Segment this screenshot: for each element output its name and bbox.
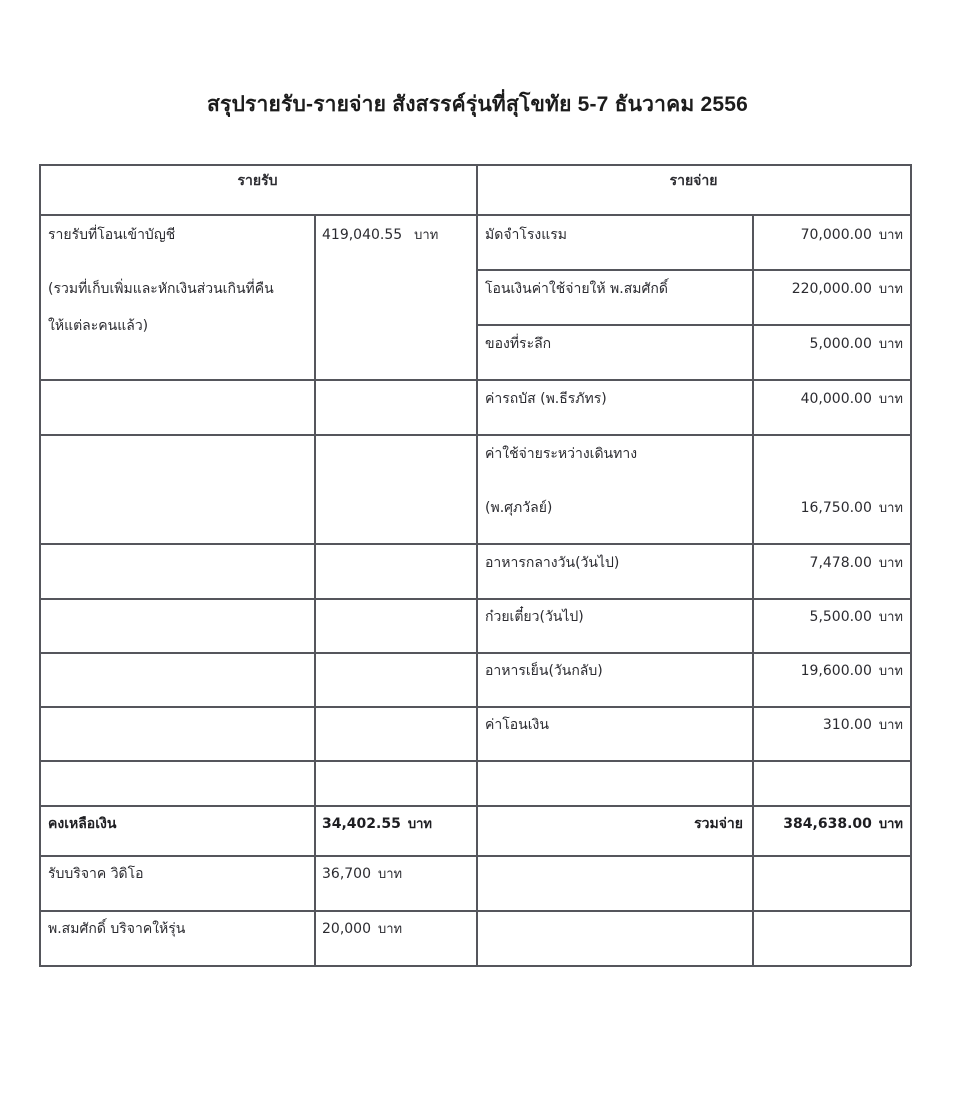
expense-item-label: ของที่ระลึก (485, 336, 552, 352)
expense-item-amount (753, 608, 903, 627)
amount-value: 16,750.00 (800, 500, 872, 516)
currency-unit: บาท (878, 817, 903, 832)
donation-amount (322, 920, 402, 939)
expense-item-amount (753, 716, 903, 735)
expense-item-amount (753, 335, 903, 354)
expense-item-amount (753, 499, 903, 518)
currency-unit: บาท (878, 228, 903, 243)
column-divider (752, 214, 754, 966)
row-divider (39, 434, 911, 436)
row-divider (39, 652, 911, 654)
currency-unit: บาท (878, 282, 903, 297)
row-divider (39, 598, 911, 600)
income-expense-table (39, 164, 911, 966)
donation-amount (322, 865, 402, 884)
amount-value: 384,638.00 (783, 816, 872, 832)
document-title: สรุปรายรับ-รายจ่าย สังสรรค์รุ่นที่สุโขทัย 5-7 ธันวาคม 2556 (206, 93, 748, 116)
row-divider (39, 760, 911, 762)
balance-amount (322, 815, 432, 834)
income-item-amount (322, 226, 438, 245)
column-divider (314, 214, 316, 966)
amount-value: 20,000 (322, 921, 371, 937)
expense-item-label: อาหารเย็น(วันกลับ) (485, 663, 603, 679)
amount-value: 19,600.00 (800, 663, 872, 679)
balance-label: คงเหลือเงิน (48, 816, 117, 832)
row-divider (476, 269, 911, 271)
expense-item-label-line2: (พ.ศุภวัลย์) (485, 500, 553, 516)
donation-label: พ.สมศักดิ์ บริจาคให้รุ่น (48, 921, 186, 937)
expense-item-amount (753, 390, 903, 409)
expense-header: รายจ่าย (669, 173, 718, 189)
table-border-bottom (39, 965, 911, 967)
table-border-left (39, 164, 41, 966)
row-divider (39, 543, 911, 545)
amount-value: 40,000.00 (800, 391, 872, 407)
income-header: รายรับ (237, 173, 278, 189)
currency-unit: บาท (878, 556, 903, 571)
row-divider (39, 214, 911, 216)
expense-item-amount (753, 226, 903, 245)
currency-unit: บาท (878, 610, 903, 625)
currency-unit: บาท (378, 867, 403, 882)
income-item-label: รายรับที่โอนเข้าบัญชี (48, 227, 176, 243)
row-divider (476, 324, 911, 326)
expense-item-label: ค่าโอนเงิน (485, 717, 549, 733)
currency-unit: บาท (414, 228, 439, 243)
amount-value: 7,478.00 (809, 555, 872, 571)
total-expense-amount (753, 815, 903, 834)
currency-unit: บาท (878, 501, 903, 516)
currency-unit: บาท (878, 718, 903, 733)
income-item-note: ให้แต่ละคนแล้ว) (48, 318, 149, 334)
row-divider (39, 910, 911, 912)
row-divider (39, 805, 911, 807)
currency-unit: บาท (878, 392, 903, 407)
expense-item-amount (753, 554, 903, 573)
table-border-top (39, 164, 911, 166)
currency-unit: บาท (878, 337, 903, 352)
row-divider (39, 855, 911, 857)
donation-label: รับบริจาค วิดิโอ (48, 866, 144, 882)
amount-value: 419,040.55 (322, 227, 403, 243)
currency-unit: บาท (878, 664, 903, 679)
expense-item-label: โอนเงินค่าใช้จ่ายให้ พ.สมศักดิ์ (485, 281, 668, 297)
currency-unit: บาท (378, 922, 403, 937)
expense-item-amount (753, 280, 903, 299)
amount-value: 5,500.00 (809, 609, 872, 625)
row-divider (39, 706, 911, 708)
amount-value: 310.00 (822, 717, 872, 733)
row-divider (39, 379, 911, 381)
expense-item-label: ค่าใช้จ่ายระหว่างเดินทาง (485, 446, 638, 462)
income-item-note: (รวมที่เก็บเพิ่มและหักเงินส่วนเกินที่คืน (48, 281, 274, 297)
expense-item-amount (753, 662, 903, 681)
currency-unit: บาท (407, 817, 432, 832)
total-expense-label: รวมจ่าย (694, 816, 743, 832)
amount-value: 220,000.00 (791, 281, 872, 297)
expense-item-label: ค่ารถบัส (พ.ธีรภัทร) (485, 391, 607, 407)
amount-value: 34,402.55 (322, 816, 401, 832)
expense-item-label: ก๋วยเตี๋ยว(วันไป) (485, 609, 584, 625)
expense-item-label: อาหารกลางวัน(วันไป) (485, 555, 620, 571)
table-border-right (910, 164, 912, 966)
amount-value: 70,000.00 (800, 227, 872, 243)
expense-item-label: มัดจำโรงแรม (485, 227, 568, 243)
section-divider (476, 164, 478, 966)
amount-value: 36,700 (322, 866, 371, 882)
amount-value: 5,000.00 (809, 336, 872, 352)
